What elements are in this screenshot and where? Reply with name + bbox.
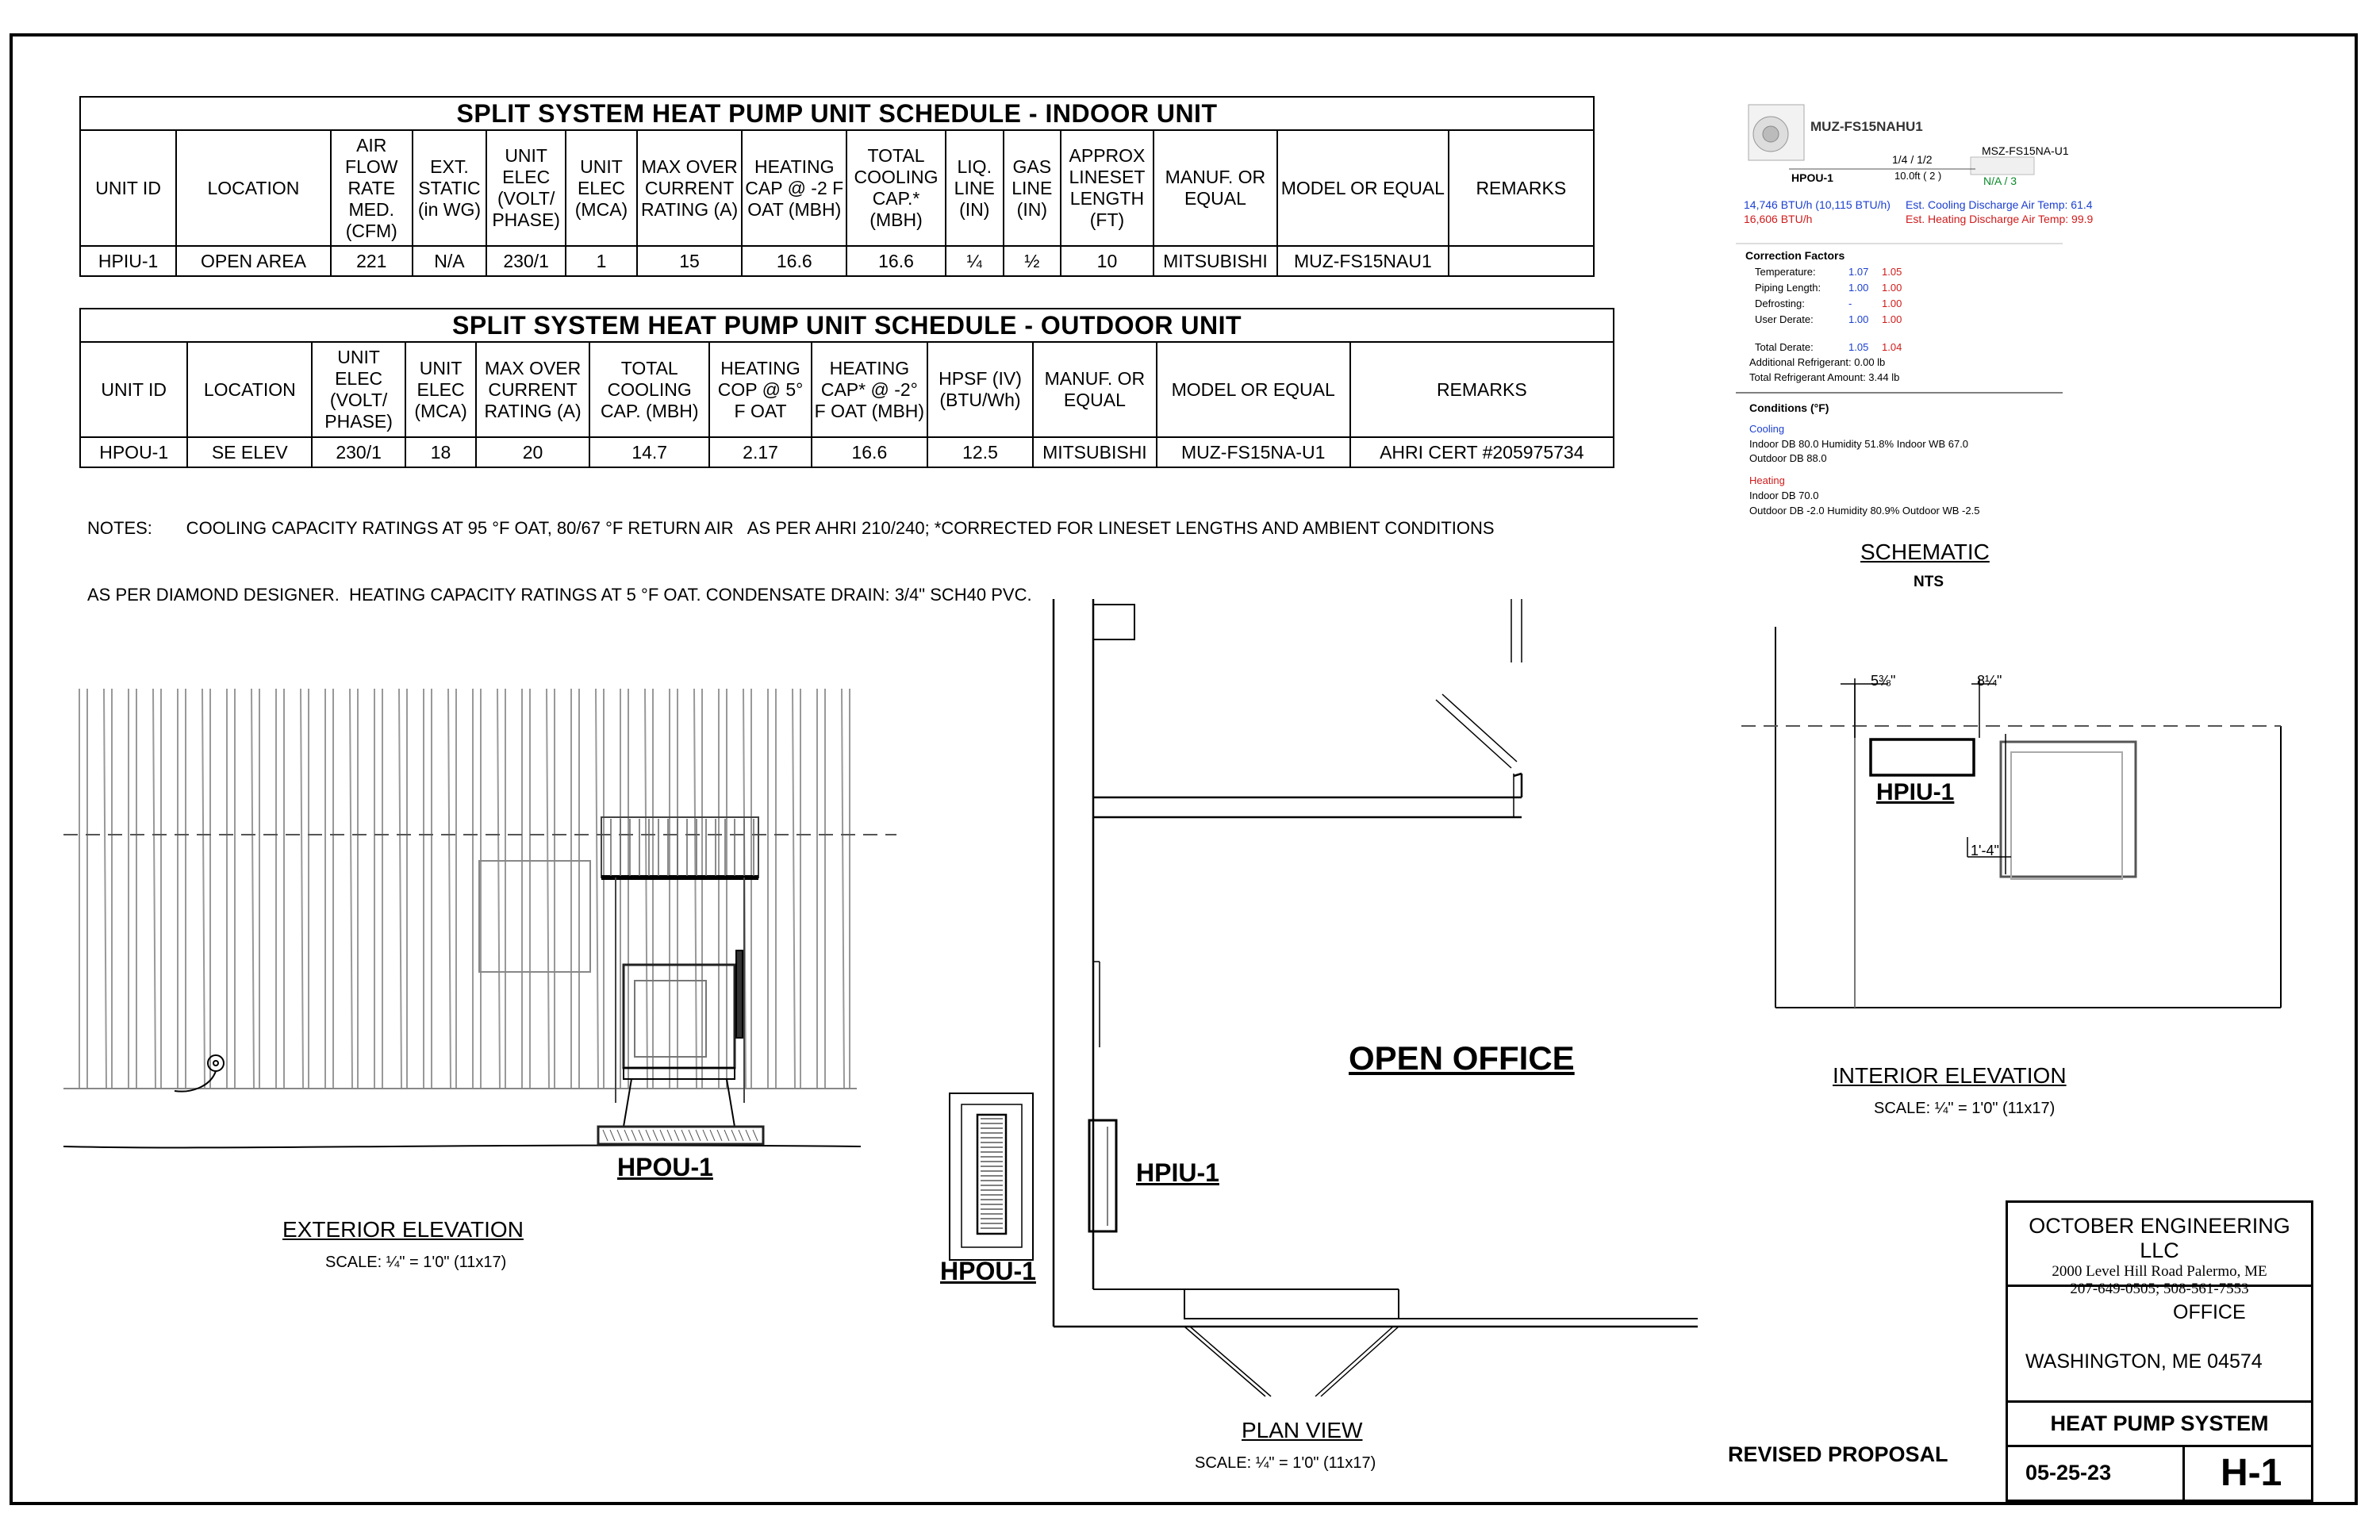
cooling-conditions-2: Outdoor DB 88.0: [1749, 452, 1827, 464]
dimension-left: 5⅜": [1871, 673, 1896, 689]
correction-factor-3-label: User Derate:: [1755, 313, 1814, 325]
schematic-outdoor-tag: HPOU-1: [1791, 171, 1833, 184]
schematic-units: [1749, 105, 2034, 175]
indoor-headers-12: MANUF. OR EQUAL: [1154, 130, 1277, 246]
cooling-conditions-1: Indoor DB 80.0 Humidity 51.8% Indoor WB 67.0: [1749, 438, 1969, 450]
additional-refrigerant: Additional Refrigerant: 0.00 lb: [1749, 356, 1886, 368]
indoor-headers-11: APPROX LINESET LENGTH (FT): [1061, 130, 1154, 246]
outdoor-row-2: 230/1: [312, 437, 405, 467]
outdoor-headers-1: LOCATION: [187, 342, 312, 437]
pad-hatch: [731, 1130, 736, 1141]
siding-board: [350, 689, 352, 1089]
total-refrigerant: Total Refrigerant Amount: 3.44 lb: [1749, 371, 1900, 383]
hpiu-interior-tag: HPIU-1: [1876, 779, 1955, 805]
pad-hatch: [717, 1130, 722, 1141]
sheet-title: HEAT PUMP SYSTEM: [2050, 1411, 2269, 1435]
pad-hatch: [674, 1130, 679, 1141]
schematic-pipe-sizes: 1/4 / 1/2: [1892, 153, 1933, 166]
pad-hatch: [653, 1130, 658, 1141]
siding-board: [448, 689, 451, 1089]
outdoor-headers-10: MODEL OR EQUAL: [1157, 342, 1350, 437]
outdoor-row-4: 20: [476, 437, 589, 467]
pad-hatch: [610, 1130, 615, 1141]
indoor-row-11: 10: [1061, 246, 1154, 276]
siding-board: [251, 689, 254, 1089]
pad-hatch: [753, 1130, 758, 1141]
notes-line-1: NOTES: COOLING CAPACITY RATINGS AT 95 °F OAT, 80/67 °F RETURN AIR AS PER AHRI 210/240; *CORRECTED FOR LINESET LENGTHS AND AMBIENT CONDITIONS: [87, 518, 1495, 538]
indoor-row-5: 1: [566, 246, 636, 276]
pad-hatch: [639, 1130, 643, 1141]
company-phone: 207-649-0505; 508-561-7553: [2070, 1281, 2249, 1297]
pad-hatch: [667, 1130, 672, 1141]
indoor-row-7: 16.6: [742, 246, 846, 276]
indoor-headers-9: LIQ. LINE (IN): [946, 130, 1004, 246]
schematic-outdoor-model: MUZ-FS15NAHU1: [1810, 119, 1923, 134]
pad-hatch: [646, 1130, 651, 1141]
indoor-headers-3: EXT. STATIC (in WG): [413, 130, 486, 246]
sheet-number: H-1: [2221, 1452, 2282, 1494]
siding-board: [645, 689, 647, 1089]
schematic-indoor-model: MSZ-FS15NA-U1: [1982, 144, 2069, 157]
total-derate-heating: 1.04: [1882, 341, 1902, 353]
outdoor-row-8: 12.5: [927, 437, 1033, 467]
indoor-headers-10: GAS LINE (IN): [1004, 130, 1061, 246]
indoor-row-6: 15: [637, 246, 743, 276]
indoor-row-4: 230/1: [486, 246, 566, 276]
outdoor-headers-6: HEATING COP @ 5° F OAT: [709, 342, 811, 437]
outdoor-row-3: 18: [405, 437, 476, 467]
outdoor-row-0: HPOU-1: [80, 437, 187, 467]
indoor-headers-0: UNIT ID: [80, 130, 176, 246]
plan-view-scale: SCALE: ¼" = 1'0" (11x17): [1195, 1454, 1376, 1472]
interior-elevation-scale: SCALE: ¼" = 1'0" (11x17): [1874, 1100, 2056, 1117]
siding-board: [399, 689, 401, 1089]
indoor-headers-5: UNIT ELEC (MCA): [566, 130, 636, 246]
indoor-headers-14: REMARKS: [1449, 130, 1594, 246]
indoor-headers-7: HEATING CAP @ -2 F OAT (MBH): [742, 130, 846, 246]
company-address: 2000 Level Hill Road Palermo, ME: [2052, 1263, 2267, 1280]
heating-conditions-2: Outdoor DB -2.0 Humidity 80.9% Outdoor WB -2.5: [1749, 505, 1980, 517]
title-block-divider: [2182, 1447, 2185, 1503]
outdoor-headers-4: MAX OVER CURRENT RATING (A): [476, 342, 589, 437]
siding-board: [153, 689, 155, 1089]
outdoor-headers-11: REMARKS: [1350, 342, 1614, 437]
siding-board: [202, 689, 205, 1089]
schematic-heating-discharge: Est. Heating Discharge Air Temp: 99.9: [1906, 213, 2094, 225]
pad-hatch: [746, 1130, 750, 1141]
correction-factor-2-label: Defrosting:: [1755, 298, 1805, 309]
outdoor-row-9: MITSUBISHI: [1033, 437, 1157, 467]
outdoor-headers-0: UNIT ID: [80, 342, 187, 437]
siding-board: [842, 689, 844, 1089]
outdoor-row-6: 2.17: [709, 437, 811, 467]
correction-factor-2-b: 1.00: [1882, 298, 1902, 309]
indoor-row-9: ¼: [946, 246, 1004, 276]
exterior-elevation-scale: SCALE: ¼" = 1'0" (11x17): [325, 1254, 507, 1271]
project-block: [2008, 1287, 2311, 1403]
indoor-row-1: OPEN AREA: [176, 246, 330, 276]
outdoor-row-11: AHRI CERT #205975734: [1350, 437, 1614, 467]
indoor-schedule-title: SPLIT SYSTEM HEAT PUMP UNIT SCHEDULE - INDOOR UNIT: [80, 97, 1594, 130]
dimension-width: 1'-4": [1971, 843, 1999, 858]
exterior-elevation-title: EXTERIOR ELEVATION: [282, 1217, 524, 1242]
indoor-headers-4: UNIT ELEC (VOLT/ PHASE): [486, 130, 566, 246]
notes-line-2: AS PER DIAMOND DESIGNER. HEATING CAPACITY RATINGS AT 5 °F OAT. CONDENSATE DRAIN: 3/4" SCH40 PVC.: [87, 585, 1032, 605]
pad-hatch: [603, 1130, 608, 1141]
plan-view-title: PLAN VIEW: [1242, 1418, 1363, 1442]
indoor-headers-2: AIR FLOW RATE MED. (CFM): [331, 130, 413, 246]
sheet-date: 05-25-23: [2025, 1461, 2112, 1484]
correction-factors-title: Correction Factors: [1745, 249, 1845, 262]
schematic-cooling-capacity: 14,746 BTU/h (10,115 BTU/h): [1744, 198, 1891, 211]
correction-factor-1-label: Piping Length:: [1755, 282, 1821, 294]
project-name: OFFICE: [2173, 1301, 2246, 1323]
open-office-label: OPEN OFFICE: [1349, 1039, 1575, 1077]
heating-label: Heating: [1749, 474, 1785, 486]
siding-board: [497, 689, 500, 1089]
correction-factor-0-label: Temperature:: [1755, 266, 1816, 278]
cooling-label: Cooling: [1749, 423, 1785, 435]
sheet-title-block: [2008, 1403, 2311, 1447]
indoor-headers-8: TOTAL COOLING CAP.* (MBH): [846, 130, 946, 246]
schematic-pipe-length: 10.0ft ( 2 ): [1894, 170, 1942, 182]
schematic-na: N/A / 3: [1983, 175, 2017, 187]
siding-board: [793, 689, 795, 1089]
hpou-exterior-tag: HPOU-1: [617, 1153, 713, 1181]
siding-board: [301, 689, 303, 1089]
outdoor-row-1: SE ELEV: [187, 437, 312, 467]
company-name: OCTOBER ENGINEERING LLC: [2029, 1214, 2290, 1262]
hpou-plan-tag: HPOU-1: [940, 1257, 1036, 1285]
pad-hatch: [660, 1130, 665, 1141]
correction-factor-1-a: 1.00: [1848, 282, 1869, 294]
outdoor-row-10: MUZ-FS15NA-U1: [1157, 437, 1350, 467]
pad-hatch: [703, 1130, 708, 1141]
revised-proposal: REVISED PROPOSAL: [1728, 1442, 1948, 1466]
outdoor-row-5: 14.7: [589, 437, 709, 467]
heating-conditions-1: Indoor DB 70.0: [1749, 490, 1819, 501]
hpiu-plan-tag: HPIU-1: [1136, 1158, 1219, 1187]
indoor-headers-6: MAX OVER CURRENT RATING (A): [637, 130, 743, 246]
pad-hatch: [724, 1130, 729, 1141]
indoor-row-3: N/A: [413, 246, 486, 276]
indoor-headers-1: LOCATION: [176, 130, 330, 246]
outdoor-headers-2: UNIT ELEC (VOLT/ PHASE): [312, 342, 405, 437]
project-location: WASHINGTON, ME 04574: [2025, 1350, 2263, 1373]
pad-hatch: [681, 1130, 686, 1141]
interior-elevation-title: INTERIOR ELEVATION: [1833, 1063, 2067, 1088]
indoor-row-10: ½: [1004, 246, 1061, 276]
schematic-title: SCHEMATIC: [1860, 540, 1990, 564]
pad-hatch: [631, 1130, 636, 1141]
outdoor-headers-8: HPSF (IV) (BTU/Wh): [927, 342, 1033, 437]
outdoor-headers-7: HEATING CAP* @ -2° F OAT (MBH): [812, 342, 927, 437]
indoor-row-13: MUZ-FS15NAU1: [1277, 246, 1449, 276]
interior-elevation: [1741, 627, 2281, 1008]
outdoor-schedule-title: SPLIT SYSTEM HEAT PUMP UNIT SCHEDULE - OUTDOOR UNIT: [80, 309, 1614, 342]
schematic-heating-capacity: 16,606 BTU/h: [1744, 213, 1813, 225]
title-block: [2006, 1200, 2313, 1502]
dimension-right: 8¼": [1977, 673, 2002, 689]
siding-board: [596, 689, 598, 1089]
indoor-row-0: HPIU-1: [80, 246, 176, 276]
outdoor-headers-5: TOTAL COOLING CAP. (MBH): [589, 342, 709, 437]
siding-board: [104, 689, 106, 1089]
pad-hatch: [617, 1130, 622, 1141]
correction-factor-3-b: 1.00: [1882, 313, 1902, 325]
siding-board: [547, 689, 549, 1089]
schematic-nts: NTS: [1914, 574, 1944, 590]
correction-factor-3-a: 1.00: [1848, 313, 1869, 325]
outdoor-headers-9: MANUF. OR EQUAL: [1033, 342, 1157, 437]
outdoor-row-7: 16.6: [812, 437, 927, 467]
correction-factor-1-b: 1.00: [1882, 282, 1902, 294]
siding-board: [694, 689, 697, 1089]
correction-factor-0-b: 1.05: [1882, 266, 1902, 278]
pad-hatch: [739, 1130, 743, 1141]
indoor-row-2: 221: [331, 246, 413, 276]
correction-factor-0-a: 1.07: [1848, 266, 1869, 278]
indoor-row-12: MITSUBISHI: [1154, 246, 1277, 276]
schematic-cooling-discharge: Est. Cooling Discharge Air Temp: 61.4: [1906, 198, 2093, 211]
total-derate-label: Total Derate:: [1755, 341, 1814, 353]
total-derate-cooling: 1.05: [1848, 341, 1869, 353]
outdoor-headers-3: UNIT ELEC (MCA): [405, 342, 476, 437]
pad-hatch: [689, 1130, 693, 1141]
pad-hatch: [710, 1130, 715, 1141]
indoor-headers-13: MODEL OR EQUAL: [1277, 130, 1449, 246]
indoor-row-8: 16.6: [846, 246, 946, 276]
conditions-title: Conditions (°F): [1749, 401, 1829, 414]
correction-factor-2-a: -: [1848, 298, 1852, 309]
plan-view: [950, 599, 1698, 1396]
pad-hatch: [696, 1130, 701, 1141]
company-block: [2008, 1203, 2311, 1297]
pad-hatch: [624, 1130, 629, 1141]
